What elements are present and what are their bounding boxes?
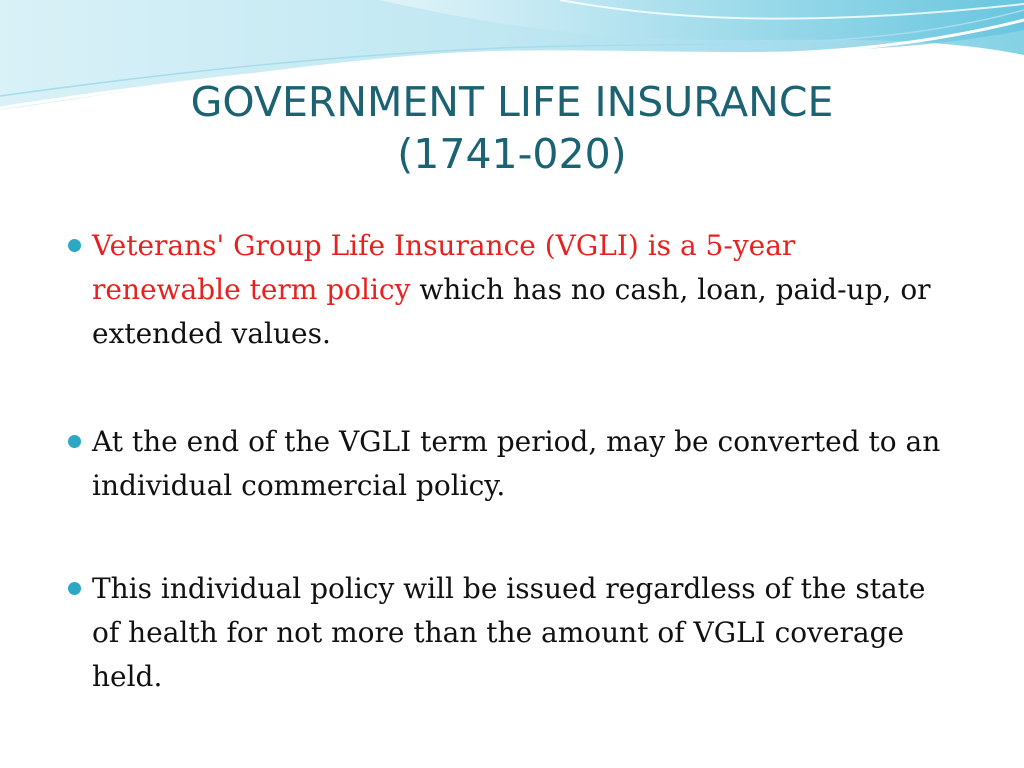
bullet-item [92, 224, 952, 356]
slide-title [0, 76, 1024, 180]
bullet-text: This individual policy will be issued regardless of the state of health for not more than the amount of VGLI coverage held. [92, 572, 926, 693]
bullet-item [92, 567, 952, 699]
bullet-item [92, 420, 952, 508]
bullet-text: which has no cash, loan, paid-up, or extended values. [92, 273, 931, 350]
bullet-text: At the end of the VGLI term period, may be converted to an individual commercial policy. [92, 425, 941, 502]
bullet-dot-icon [68, 582, 81, 595]
bullet-dot-icon [68, 435, 81, 448]
bullet-dot-icon [68, 239, 81, 252]
bullet-highlight-text: Veterans' Group Life Insurance (VGLI) is a 5-year renewable term policy [92, 229, 796, 306]
title-line-2: (1741-020) [397, 130, 627, 178]
title-line-1: GOVERNMENT LIFE INSURANCE [190, 78, 834, 126]
